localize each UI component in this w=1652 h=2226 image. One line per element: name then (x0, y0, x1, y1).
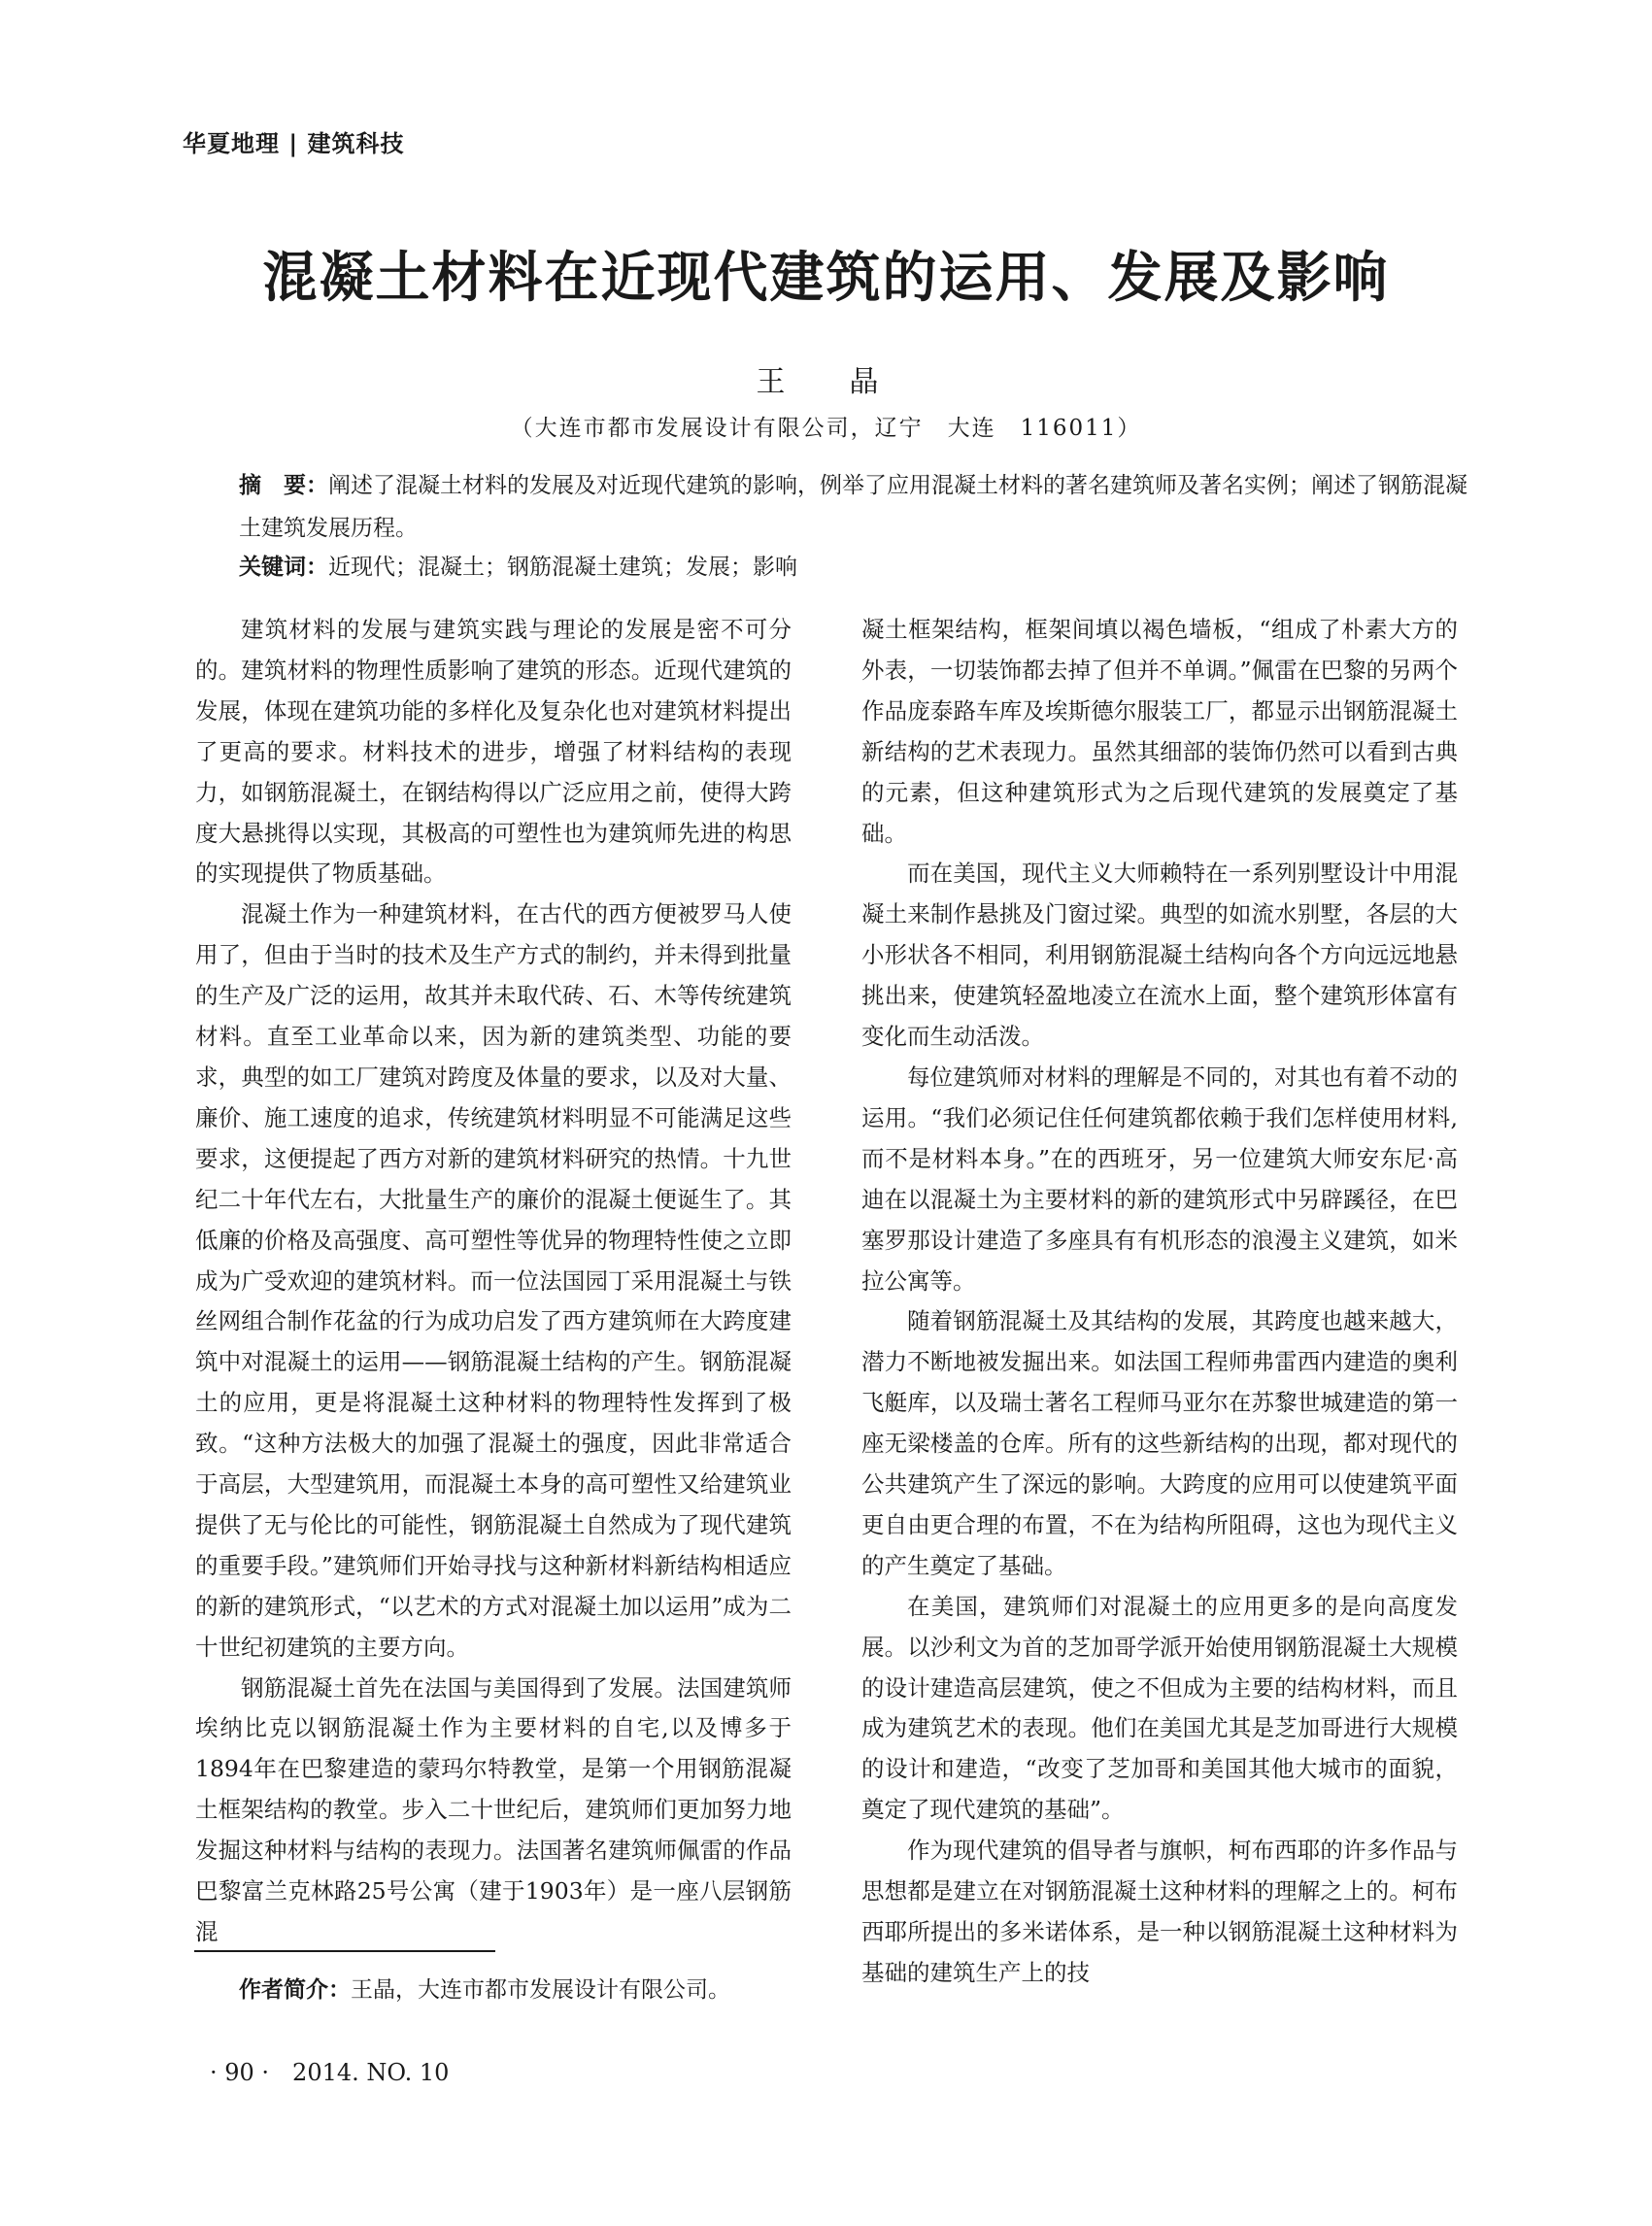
footnote-text: 王晶，大连市都市发展设计有限公司。 (351, 1977, 730, 2003)
body-column-right (861, 610, 1458, 1994)
paragraph-continued: 凝土框架结构，框架间填以褐色墙板，“组成了朴素大方的外表，一切装饰都去掉了但并不单调。”佩雷在巴黎的另两个作品庞泰路车库及埃斯德尔服装工厂，都显示出钢筋混凝土新结构的艺术表现力。虽然其细部的装饰仍然可以看到古典的元素，但这种建筑形式为之后现代建筑的发展奠定了基础。 (861, 616, 1458, 847)
keywords-label: 关键词： (239, 555, 328, 580)
article-title: 混凝土材料在近现代建筑的运用、发展及影响 (262, 246, 1390, 310)
abstract (239, 464, 1472, 550)
page-number-issue: · 90 · 2014. NO. 10 (210, 2059, 450, 2086)
keywords-text: 近现代；混凝土；钢筋混凝土建筑；发展；影响 (328, 555, 797, 580)
paragraph: 在美国，建筑师们对混凝土的应用更多的是向高度发展。以沙利文为首的芝加哥学派开始使用钢筋混凝土大规模的设计建造高层建筑，使之不但成为主要的结构材料，而且成为建筑艺术的表现。他们在美国尤其是芝加哥进行大规模的设计和建造，“改变了芝加哥和美国其他大城市的面貌，奠定了现代建筑的基础”。 (861, 1592, 1458, 1824)
paragraph: 随着钢筋混凝土及其结构的发展，其跨度也越来越大，潜力不断地被发掘出来。如法国工程师弗雷西内建造的奥利飞艇库，以及瑞士著名工程师马亚尔在苏黎世城建造的第一座无梁楼盖的仓库。所有的这些新结构的出现，都对现代的公共建筑产生了深远的影响。大跨度的应用可以使建筑平面更自由更合理的布置，不在为结构所阻碍，这也为现代主义的产生奠定了基础。 (861, 1307, 1458, 1579)
journal-section-tag: 华夏地理 | 建筑科技 (183, 130, 405, 157)
footnote-divider (194, 1950, 495, 1952)
paragraph: 每位建筑师对材料的理解是不同的，对其也有着不动的运用。“我们必须记住任何建筑都依赖于我们怎样使用材料,而不是材料本身。”在的西班牙，另一位建筑大师安东尼·高迪在以混凝土为主要材料的新的建筑形式中另辟蹊径，在巴塞罗那设计建造了多座具有有机形态的浪漫主义建筑，如米拉公寓等。 (861, 1062, 1458, 1295)
paragraph: 钢筋混凝土首先在法国与美国得到了发展。法国建筑师埃纳比克以钢筋混凝土作为主要材料的自宅,以及博多于1894年在巴黎建造的蒙玛尔特教堂，是第一个用钢筋混凝土框架结构的教堂。步入二十世纪后，建筑师们更加努力地发掘这种材料与结构的表现力。法国著名建筑师佩雷的作品巴黎富兰克林路25号公寓（建于1903年）是一座八层钢筋混 (195, 1673, 792, 1945)
footnote-label: 作者简介： (239, 1977, 351, 2003)
author-name: 王 晶 (756, 365, 896, 399)
author-affiliation: （大连市都市发展设计有限公司，辽宁 大连 116011） (510, 416, 1142, 441)
body-column-left (195, 610, 792, 1953)
abstract-text: 阐述了混凝土材料的发展及对近现代建筑的影响，例举了应用混凝土材料的著名建筑师及著名实例；阐述了钢筋混凝土建筑发展历程。 (239, 473, 1467, 541)
author-footnote (239, 1972, 730, 2004)
paragraph: 作为现代建筑的倡导者与旗帜，柯布西耶的许多作品与思想都是建立在对钢筋混凝土这种材料的理解之上的。柯布西耶所提出的多米诺体系，是一种以钢筋混凝土这种材料为基础的建筑生产上的技 (861, 1837, 1458, 1986)
keywords (239, 549, 1472, 581)
paragraph: 建筑材料的发展与建筑实践与理论的发展是密不可分的。建筑材料的物理性质影响了建筑的形态。近现代建筑的发展，体现在建筑功能的多样化及复杂化也对建筑材料提出了更高的要求。材料技术的进步，增强了材料结构的表现力，如钢筋混凝土，在钢结构得以广泛应用之前，使得大跨度大悬挑得以实现，其极高的可塑性也为建筑师先进的构思的实现提供了物质基础。 (195, 616, 792, 888)
paragraph: 而在美国，现代主义大师赖特在一系列别墅设计中用混凝土来制作悬挑及门窗过梁。典型的如流水别墅，各层的大小形状各不相同，利用钢筋混凝土结构向各个方向远远地悬挑出来，使建筑轻盈地凌立在流水上面，整个建筑形体富有变化而生动活泼。 (861, 860, 1458, 1051)
paragraph: 混凝土作为一种建筑材料，在古代的西方便被罗马人使用了，但由于当时的技术及生产方式的制约，并未得到批量的生产及广泛的运用，故其并未取代砖、石、木等传统建筑材料。直至工业革命以来，因为新的建筑类型、功能的要求，典型的如工厂建筑对跨度及体量的要求，以及对大量、廉价、施工速度的追求，传统建筑材料明显不可能满足这些要求，这便提起了西方对新的建筑材料研究的热情。十九世纪二十年代左右，大批量生产的廉价的混凝土便诞生了。其低廉的价格及高强度、高可塑性等优异的物理特性使之立即成为广受欢迎的建筑材料。而一位法国园丁采用混凝土与铁丝网组合制作花盆的行为成功启发了西方建筑师在大跨度建筑中对混凝土的运用——钢筋混凝土结构的产生。钢筋混凝土的应用，更是将混凝土这种材料的物理特性发挥到了极致。“这种方法极大的加强了混凝土的强度，因此非常适合于高层，大型建筑用，而混凝土本身的高可塑性又给建筑业提供了无与伦比的可能性，钢筋混凝土自然成为了现代建筑的重要手段。”建筑师们开始寻找与这种新材料新结构相适应的新的建筑形式，“以艺术的方式对混凝土加以运用”成为二十世纪初建筑的主要方向。 (195, 900, 792, 1661)
abstract-label: 摘 要： (239, 473, 328, 498)
